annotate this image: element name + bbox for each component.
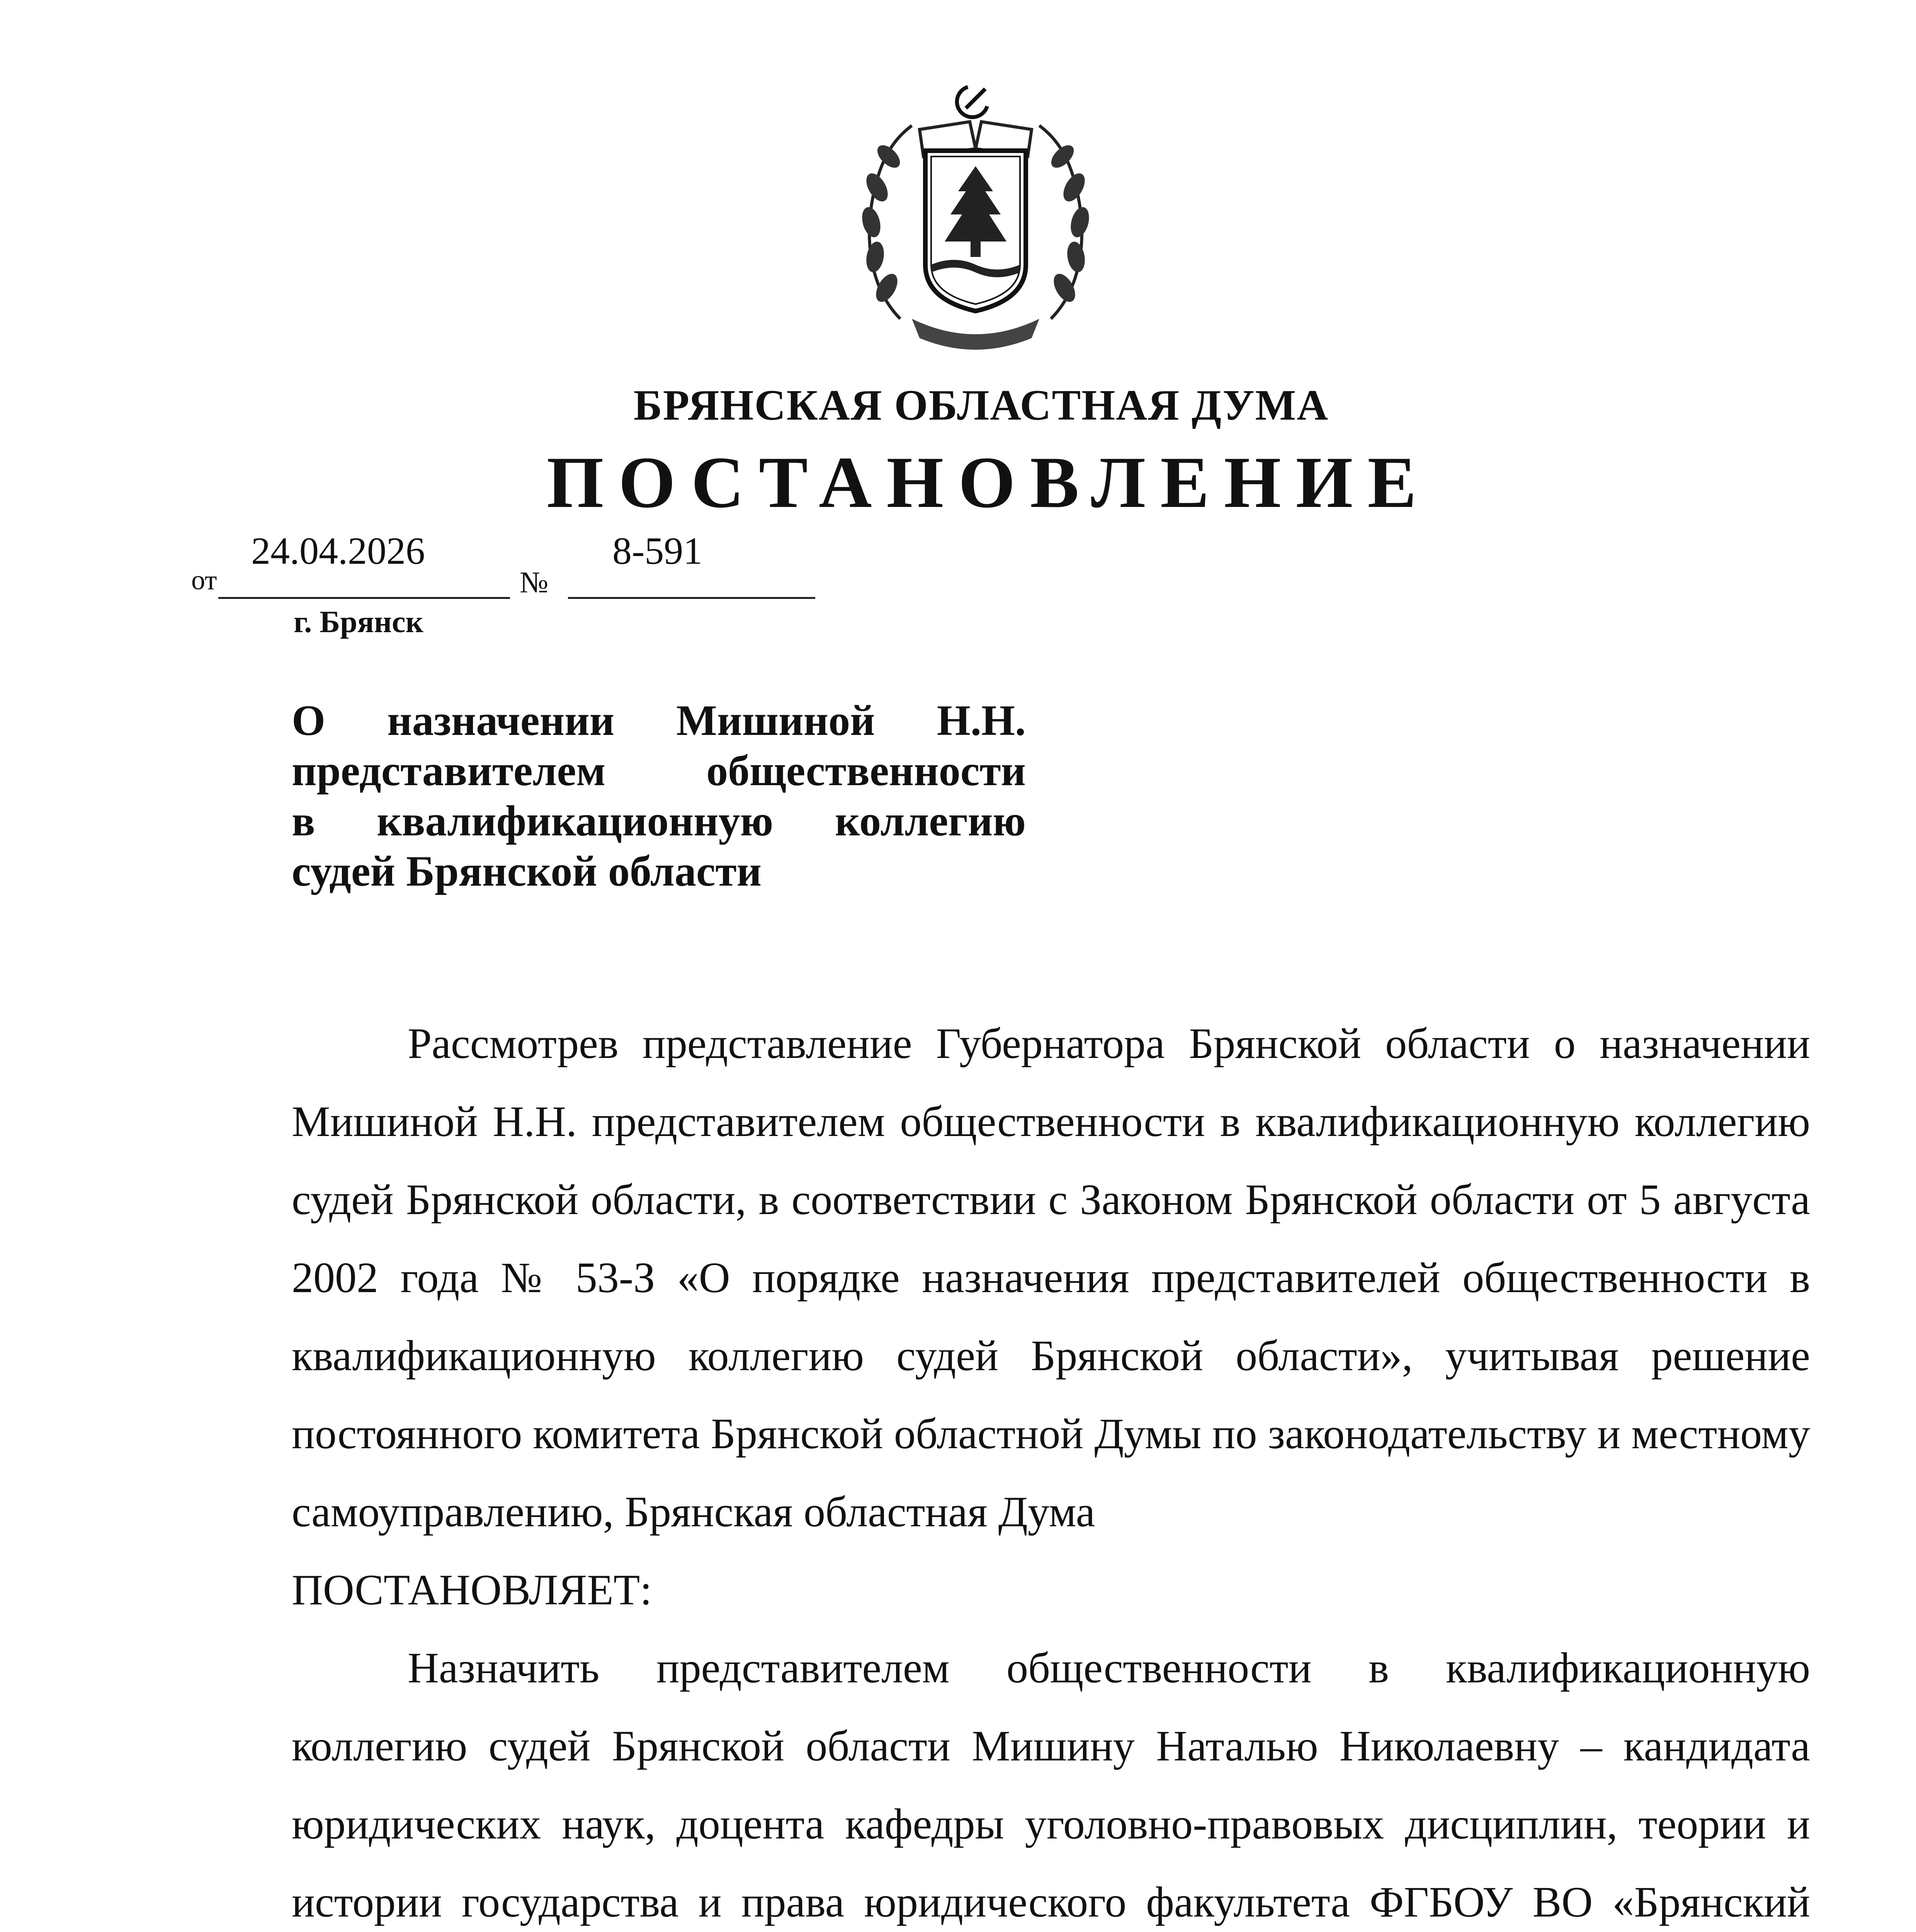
document-number: 8-591	[612, 529, 703, 572]
subject-line: судей Брянской области	[292, 847, 762, 895]
organization-name: БРЯНСКАЯ ОБЛАСТНАЯ ДУМА	[633, 381, 1329, 429]
subject-line: в квалификационную коллегию	[292, 797, 1026, 845]
document-body	[292, 1005, 1810, 1932]
date-prefix-label: от	[191, 565, 217, 595]
subject-line: представителем общественности	[292, 747, 1026, 795]
document-subject	[292, 696, 1026, 896]
document-kind: ПОСТАНОВЛЕНИЕ	[546, 442, 1431, 523]
decree-word: ПОСТАНОВЛЯЕТ:	[292, 1566, 652, 1614]
date-underline	[218, 597, 510, 599]
subject-line: О назначении Мишиной Н.Н.	[292, 697, 1026, 745]
document-date: 24.04.2026	[251, 529, 425, 572]
coat-of-arms-emblem	[854, 71, 1097, 350]
number-label: №	[520, 565, 549, 599]
resolution-paragraph: Назначить представителем общественности в квалификационную коллегию судей Брянской области Мишину Наталью Николаевну – кандидата юридических наук, доцента кафедры уголовно-правовых дисциплин, теории и истории государства и права юридического факультета ФГБОУ ВО «Брянский	[292, 1644, 1810, 1926]
preamble-paragraph: Рассмотрев представление Губернатора Брянской области о назначении Мишиной Н.Н. представителем общественности в квалификационную коллегию судей Брянской области, в соответствии с Законом Брянской области от 5 августа 2002 года № 53-З «О порядке назначения представителей общественности в квалификационную коллегию судей Брянской области», учитывая решение постоянного комитета Брянской областной Думы по законодательству и местному самоуправлению, Брянская областная Дума	[292, 1020, 1810, 1536]
number-underline	[568, 597, 815, 599]
city-label: г. Брянск	[294, 605, 423, 639]
